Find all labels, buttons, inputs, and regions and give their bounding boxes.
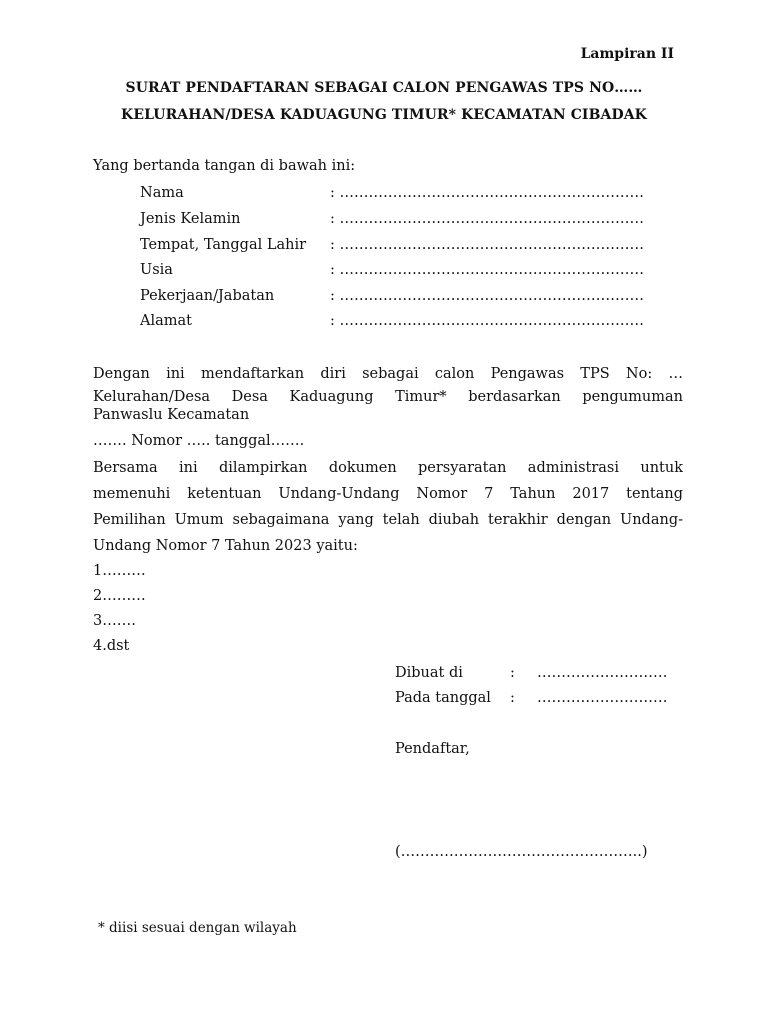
body-line: Kelurahan/Desa Desa Kaduagung Timur* berdasarkan pengumuman	[93, 389, 683, 405]
body-line: memenuhi ketentuan Undang-Undang Nomor 7 Tahun 2017 tentang	[93, 486, 683, 502]
field-label-nama: Nama	[140, 185, 184, 201]
list-item: 3…….	[93, 613, 136, 629]
document-subtitle: KELURAHAN/DESA KADUAGUNG TIMUR* KECAMATAN CIBADAK	[121, 107, 647, 123]
signature-name-placeholder: (…………………………………………..)	[395, 844, 648, 860]
field-value-jenis-kelamin: : ………………………………………………………	[330, 211, 644, 227]
nomor-tanggal-line: ……. Nomor ….. tanggal…….	[93, 433, 305, 449]
dibuat-di-label: Dibuat di	[395, 665, 463, 681]
dibuat-di-colon: :	[510, 665, 515, 681]
body-line: Pemilihan Umum sebagaimana yang telah diubah terakhir dengan Undang-	[93, 512, 683, 528]
list-item: 1………	[93, 563, 146, 579]
body-line: Undang Nomor 7 Tahun 2023 yaitu:	[93, 538, 358, 554]
body-line: Panwaslu Kecamatan	[93, 407, 250, 423]
attachment-label: Lampiran II	[580, 46, 674, 62]
pada-tanggal-label: Pada tanggal	[395, 690, 491, 706]
registration-statement-cont	[93, 388, 683, 424]
document-title: SURAT PENDAFTARAN SEBAGAI CALON PENGAWAS TPS NO……	[125, 80, 643, 96]
field-label-alamat: Alamat	[140, 313, 192, 329]
registration-statement	[93, 361, 683, 387]
dibuat-di-value: ………………………	[537, 665, 668, 681]
list-item: 2………	[93, 588, 146, 604]
attachment-paragraph	[93, 455, 683, 559]
field-label-usia: Usia	[140, 262, 173, 278]
field-label-pekerjaan: Pekerjaan/Jabatan	[140, 288, 275, 304]
list-item: 4.dst	[93, 638, 130, 654]
field-label-tempat-tanggal-lahir: Tempat, Tanggal Lahir	[140, 237, 307, 253]
pendaftar-label: Pendaftar,	[395, 741, 470, 757]
field-value-alamat: : ………………………………………………………	[330, 313, 644, 329]
field-value-pekerjaan: : ………………………………………………………	[330, 288, 644, 304]
footnote: * diisi sesuai dengan wilayah	[98, 920, 297, 936]
pada-tanggal-value: ………………………	[537, 690, 668, 706]
field-value-tempat-tanggal-lahir: : ………………………………………………………	[330, 237, 644, 253]
pada-tanggal-colon: :	[510, 690, 515, 706]
field-value-usia: : ………………………………………………………	[330, 262, 644, 278]
body-line: Bersama ini dilampirkan dokumen persyaratan administrasi untuk	[93, 460, 683, 476]
body-line: Dengan ini mendaftarkan diri sebagai calon Pengawas TPS No: …	[93, 366, 683, 382]
field-value-nama: : ………………………………………………………	[330, 185, 644, 201]
intro-text: Yang bertanda tangan di bawah ini:	[93, 158, 356, 174]
field-label-jenis-kelamin: Jenis Kelamin	[140, 211, 241, 227]
